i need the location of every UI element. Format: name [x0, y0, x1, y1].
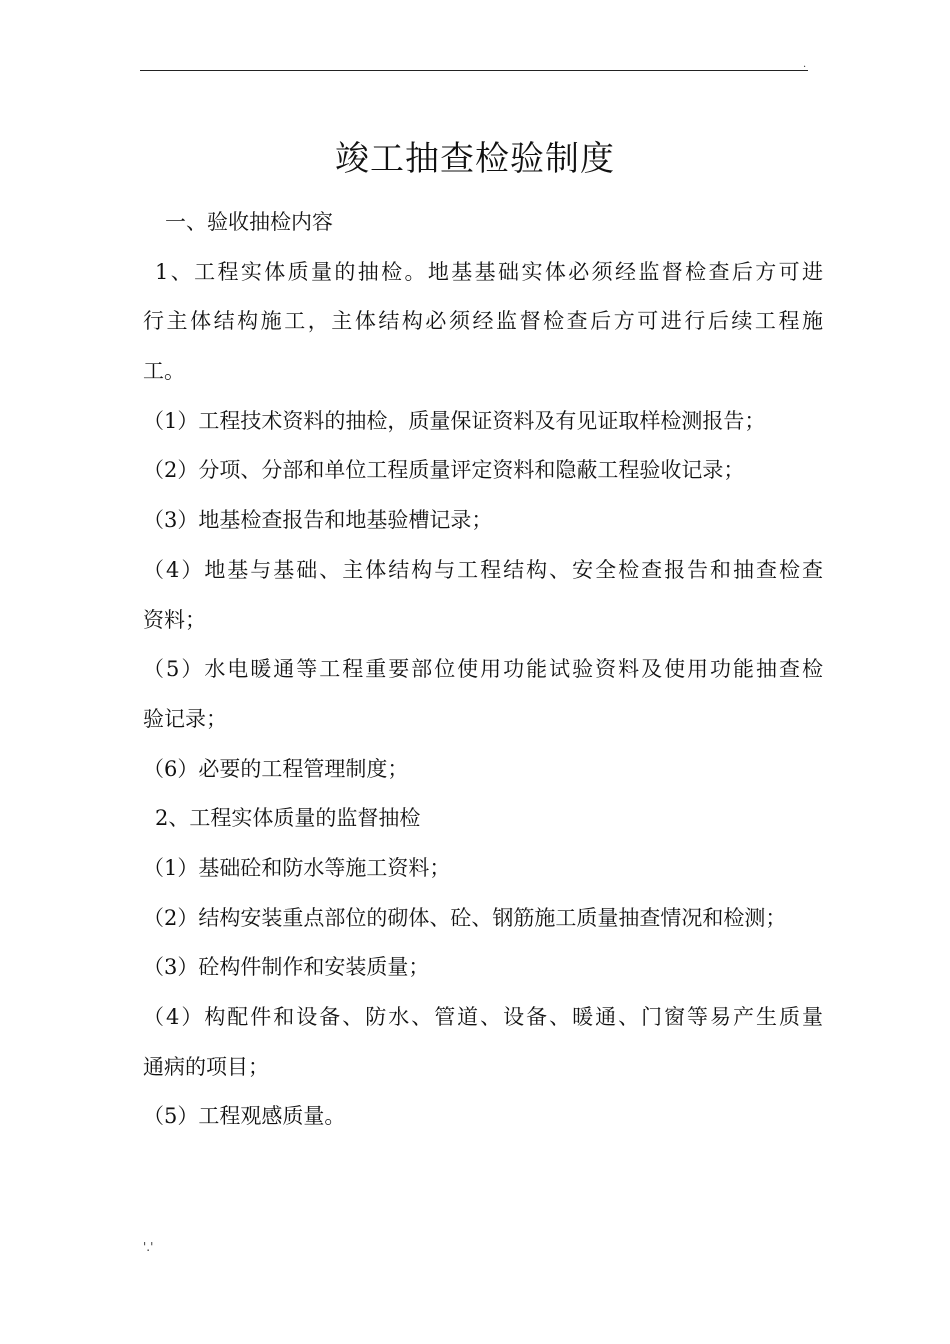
document-title: 竣工抽查检验制度 — [335, 139, 615, 179]
list-item-continuation: 资料； — [143, 607, 206, 632]
list-item: （4）地基与基础、主体结构与工程结构、安全检查报告和抽查检查 — [143, 557, 823, 582]
list-item: （4）构配件和设备、防水、管道、设备、暖通、门窗等易产生质量 — [143, 1005, 823, 1029]
list-item: （2）结构安装重点部位的砌体、砼、钢筋施工质量抽查情况和检测； — [143, 905, 787, 930]
document-body — [143, 198, 823, 1142]
list-item: （3）砼构件制作和安装质量； — [143, 955, 430, 980]
paragraph-line: 工。 — [143, 359, 185, 384]
paragraph-line: 1、工程实体质量的抽检。地基基础实体必须经监督检查后方可进 — [155, 259, 823, 284]
header-dot: . — [803, 59, 807, 70]
section-subheading: 2、工程实体质量的监督抽检 — [155, 806, 421, 831]
list-item: （2）分项、分部和单位工程质量评定资料和隐蔽工程验收记录； — [143, 458, 745, 483]
list-item: （6）必要的工程管理制度； — [143, 756, 409, 781]
footer-mark: '.' — [143, 1240, 154, 1254]
list-item: （1）工程技术资料的抽检，质量保证资料及有见证取样检测报告； — [143, 408, 766, 433]
list-item: （3）地基检查报告和地基验槽记录； — [143, 508, 493, 533]
list-item: （5）水电暖通等工程重要部位使用功能试验资料及使用功能抽查检 — [143, 657, 823, 682]
paragraph-line: 行主体结构施工，主体结构必须经监督检查后方可进行后续工程施 — [143, 309, 823, 334]
header-rule — [140, 70, 808, 71]
list-item-continuation: 验记录； — [143, 706, 227, 731]
list-item-continuation: 通病的项目； — [143, 1054, 269, 1079]
section-heading: 一、验收抽检内容 — [165, 210, 333, 234]
list-item: （1）基础砼和防水等施工资料； — [143, 855, 451, 880]
list-item: （5）工程观感质量。 — [143, 1104, 346, 1129]
